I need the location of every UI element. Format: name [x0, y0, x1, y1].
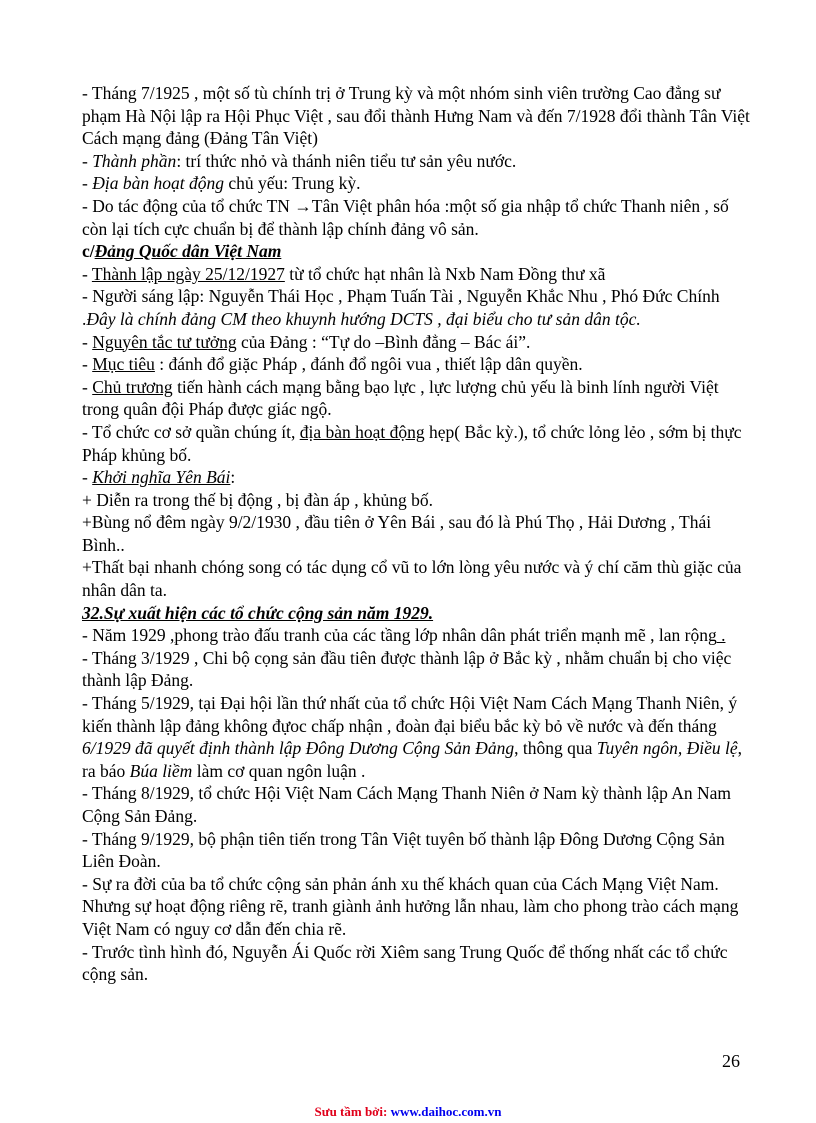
text-run: Thành phần — [92, 150, 177, 171]
text-run: Tân Việt phân hóa :một số gia nhập tổ chức Thanh niên , số còn lại tích cực chuẩn bị để thành lập chính đảng vô sản. — [82, 195, 729, 239]
text-run: chủ yếu: Trung kỳ. — [223, 173, 361, 194]
paragraph — [82, 150, 750, 173]
text-run: c/ — [82, 241, 95, 262]
text-run: , — [169, 625, 175, 646]
text-run: - — [82, 150, 93, 171]
arrow-icon: → — [294, 195, 312, 216]
paragraph — [82, 195, 750, 240]
document-body — [82, 82, 750, 986]
text-run: tiến hành cách mạng bằng bạo lực , lực lượng chủ yếu là binh lính người Việt trong quân đội Pháp được giác ngộ. — [82, 376, 719, 420]
text-run: Búa liềm — [129, 760, 193, 781]
footer — [0, 1104, 816, 1120]
text-run: từ tổ chức hạt nhân là Nxb Nam Đồng thư xã — [284, 263, 606, 284]
text-run: phong trào đấu tranh của các tầng lớp nhân dân phát triển mạnh mẽ , lan rộng — [174, 625, 717, 646]
text-run: - — [82, 354, 93, 375]
paragraph — [82, 331, 750, 354]
text-run: làm cơ quan ngôn luận . — [192, 760, 366, 781]
paragraph — [82, 647, 750, 692]
text-run: Đây là chính đảng CM theo khuynh hướng DCTS , đại biểu cho tư sản dân tộc. — [86, 308, 641, 329]
paragraph — [82, 421, 750, 466]
paragraph-text: - Tháng 8/1929, tổ chức Hội Việt Nam Cách Mạng Thanh Niên ở Nam kỳ thành lập An Nam Cộng Sản Đảng. — [82, 783, 732, 826]
paragraph — [82, 556, 750, 601]
paragraph — [82, 376, 750, 421]
text-run: Khởi nghĩa Yên Bái — [92, 467, 231, 488]
text-run: - Năm 1929 — [82, 625, 170, 646]
text-run: hẹp( Bắc kỳ.), tổ chức lỏng lẻo , sớm bị thực Pháp khủng bố. — [82, 421, 742, 465]
paragraph-text: - Tháng 9/1929, bộ phận tiên tiến trong Tân Việt tuyên bố thành lập Đông Dương Cộng Sản Liên Đoàn. — [82, 828, 725, 872]
text-run: Nguyên tắc tư tưởng — [92, 331, 237, 352]
text-run: Tuyên ngôn, Điều lệ — [596, 738, 738, 759]
text-run: : đánh đổ giặc Pháp , đánh đổ ngôi vua , thiết lập dân quyền. — [154, 354, 583, 375]
paragraph — [82, 240, 750, 263]
text-run: - Tháng 5/1929, tại Đại hội lần thứ nhất của tổ chức Hội Việt Nam Cách Mạng Thanh Niên, ý kiến thành lập đảng không đựoc chấp nhận , đoàn đại biểu bắc kỳ bỏ về nước và đến tháng — [82, 693, 738, 736]
paragraph — [82, 602, 750, 625]
page-number: 26 — [722, 1051, 740, 1071]
text-run: Mục tiêu — [92, 354, 155, 375]
text-run: - — [82, 173, 93, 194]
paragraph — [82, 82, 750, 150]
paragraph — [82, 263, 750, 286]
text-run: của Đảng : “Tự do –Bình đẳng – Bác ái”. — [236, 331, 531, 352]
paragraph — [82, 353, 750, 376]
text-run: địa bàn hoạt động — [299, 421, 425, 442]
text-run: - — [82, 331, 93, 352]
paragraph — [82, 172, 750, 195]
text-run: . — [716, 625, 726, 646]
footer-credit: Sưu tầm bởi: — [314, 1104, 391, 1119]
text-run: - Do tác động của tổ chức TN — [82, 195, 295, 216]
section-heading: 32.Sự xuất hiện các tổ chức cộng sản năm 1929. — [82, 602, 434, 623]
text-run: , ra báo — [82, 738, 743, 781]
text-run: - — [82, 376, 93, 397]
paragraph-text: - Tháng 7/1925 , một số tù chính trị ở Trung kỳ và một nhóm sinh viên trường Cao đẳng sư phạm Hà Nội lập ra Hội Phục Việt , sau đổi thành Hưng Nam và đến 7/1928 đổi thành Tân Việt Cách mạng đảng (Đảng Tân Việt) — [82, 83, 750, 149]
text-run: : trí thức nhỏ và thánh niên tiểu tư sản yêu nước. — [176, 150, 517, 171]
text-run: 6/1929 đã quyết định thành lập Đông Dương Cộng Sản Đảng — [82, 738, 515, 759]
text-run: Chủ trương — [92, 376, 173, 397]
text-run: Địa bàn hoạt động — [92, 173, 224, 194]
text-run: - Tổ chức cơ sở quần chúng ít, — [82, 421, 300, 442]
section-heading: Đảng Quốc dân Việt Nam — [94, 241, 282, 262]
paragraph — [82, 828, 750, 873]
text-run: : — [230, 467, 236, 488]
paragraph — [82, 873, 750, 941]
paragraph-text: - Trước tình hình đó, Nguyễn Ái Quốc rời Xiêm sang Trung Quốc để thống nhất các tổ chức cộng sản. — [82, 941, 728, 985]
paragraph-text: +Thất bại nhanh chóng song có tác dụng cổ vũ to lớn lòng yêu nước và ý chí căm thù giặc của nhân dân ta. — [82, 557, 742, 601]
text-run: Thành lập ngày 25/12/1927 — [91, 263, 285, 284]
paragraph — [82, 782, 750, 827]
paragraph — [82, 511, 750, 556]
paragraph — [82, 941, 750, 986]
paragraph — [82, 285, 750, 330]
footer-link[interactable]: www.daihoc.com.vn — [390, 1104, 502, 1119]
paragraph — [82, 489, 750, 512]
text-run: , thông qua — [514, 738, 597, 759]
paragraph — [82, 624, 750, 647]
text-run: - Người sáng lập: Nguyễn Thái Học , Phạm Tuấn Tài , Nguyễn Khắc Nhu , Phó Đức Chính . — [82, 286, 720, 329]
paragraph-text: + Diễn ra trong thế bị động , bị đàn áp , khủng bố. — [82, 489, 434, 510]
text-run: - — [82, 467, 93, 488]
paragraph-text: - Tháng 3/1929 , Chi bộ cọng sản đầu tiên được thành lập ở Bắc kỳ , nhằm chuẩn bị cho việc thành lập Đảng. — [82, 647, 732, 691]
paragraph-text: - Sự ra đời của ba tổ chức cộng sản phản ánh xu thế khách quan của Cách Mạng Việt Nam. Nhưng sự hoạt động riêng rẽ, tranh giành ảnh hưởng lẫn nhau, làm cho phong trào cách mạng Việt Nam có nguy cơ dẫn đến chia rẽ. — [82, 873, 739, 939]
paragraph — [82, 466, 750, 489]
paragraph — [82, 692, 750, 782]
text-run: - — [82, 263, 92, 284]
paragraph-text: +Bùng nổ đêm ngày 9/2/1930 , đầu tiên ở Yên Bái , sau đó là Phú Thọ , Hải Dương , Thái Bình.. — [82, 512, 712, 555]
